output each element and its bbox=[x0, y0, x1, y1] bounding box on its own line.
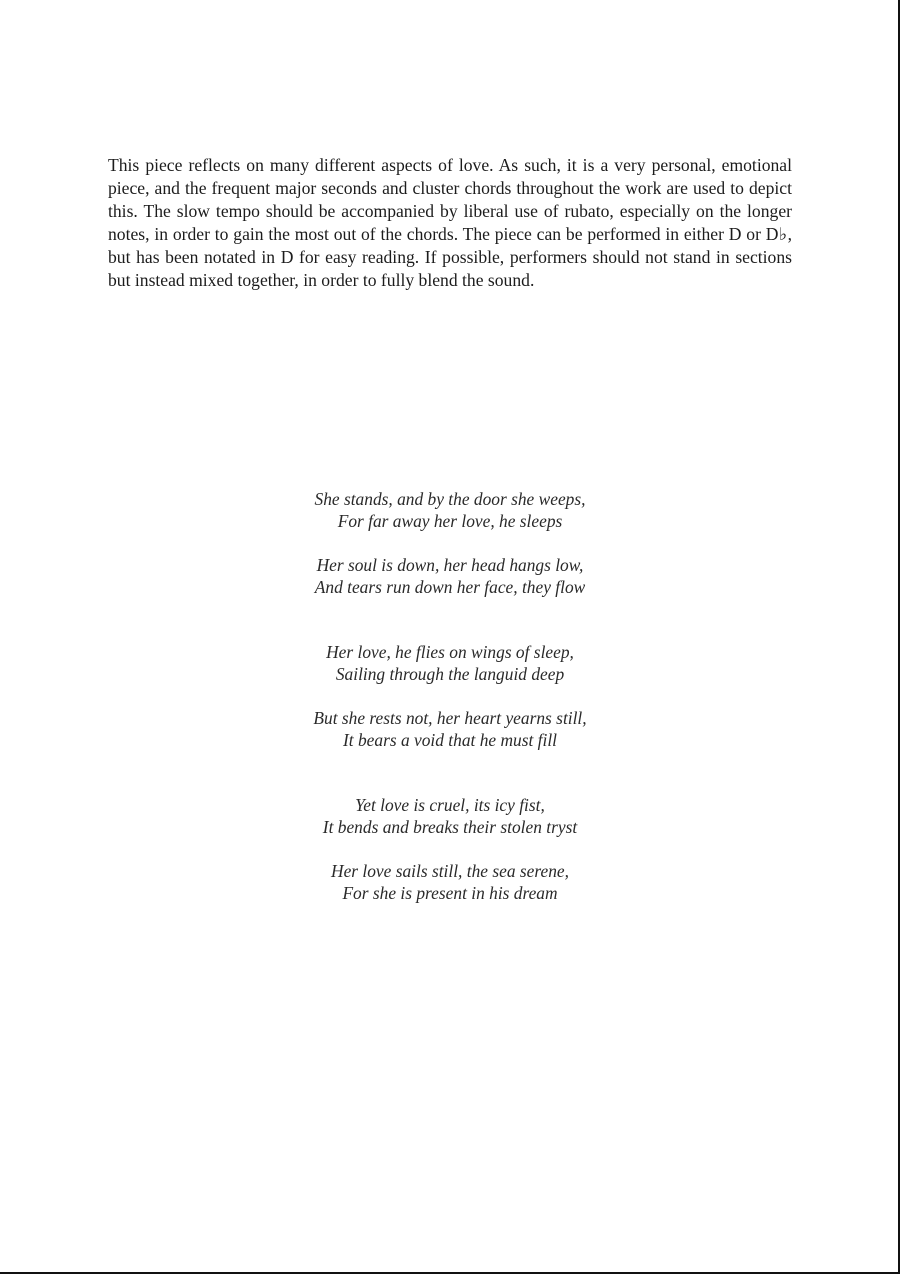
poem-stanza-1 bbox=[200, 488, 700, 532]
poem-stanza-4 bbox=[200, 707, 700, 751]
poem-line: She stands, and by the door she weeps, bbox=[314, 489, 586, 509]
poem-line: Yet love is cruel, its icy fist, bbox=[355, 795, 545, 815]
poem-line: Her love, he flies on wings of sleep, bbox=[326, 642, 574, 662]
poem-line: But she rests not, her heart yearns still, bbox=[313, 708, 587, 728]
poem-stanza-2 bbox=[200, 554, 700, 598]
poem-line: And tears run down her face, they flow bbox=[314, 577, 586, 597]
poem-stanza-3 bbox=[200, 641, 700, 685]
poem-stanza-5 bbox=[200, 794, 700, 838]
poem-line: For far away her love, he sleeps bbox=[337, 511, 563, 531]
poem-line: It bears a void that he must fill bbox=[343, 730, 557, 750]
poem-line: Her love sails still, the sea serene, bbox=[331, 861, 569, 881]
poem-line: Her soul is down, her head hangs low, bbox=[316, 555, 584, 575]
poem-line: It bends and breaks their stolen tryst bbox=[322, 817, 578, 837]
poem-stanza-6 bbox=[200, 860, 700, 904]
poem-line: For she is present in his dream bbox=[342, 883, 558, 903]
poem-line: Sailing through the languid deep bbox=[335, 664, 565, 684]
performance-notes-paragraph: This piece reflects on many different aspects of love. As such, it is a very personal, emotional piece, and the frequent major seconds and cluster chords throughout the work are used to depict this. The slow tempo should be accompanied by liberal use of rubato, especially on the longer notes, in order to gain the most out of the chords. The piece can be performed in either D or D♭, but has been notated in D for easy reading. If possible, performers should not stand in sections but instead mixed together, in order to fully blend the sound. bbox=[108, 155, 792, 291]
